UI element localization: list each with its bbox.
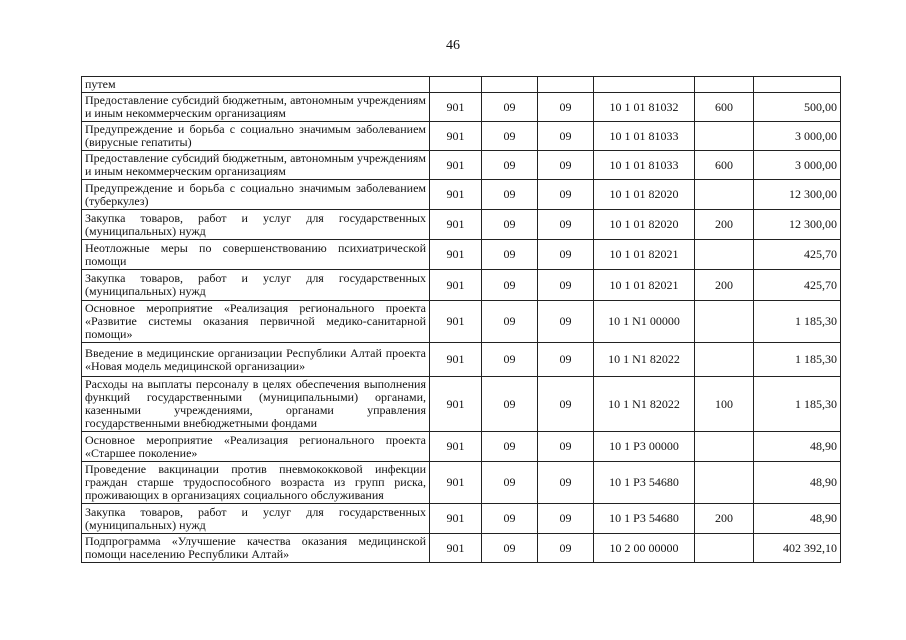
row-name-cell: Подпрограмма «Улучшение качества оказания медицинской помощи населению Республики Алтай» bbox=[82, 534, 430, 563]
sum-cell bbox=[754, 77, 841, 93]
table-row bbox=[82, 462, 841, 504]
section-code-cell: 09 bbox=[482, 180, 538, 210]
section-code-cell: 09 bbox=[482, 377, 538, 432]
row-name-cell: Неотложные меры по совершенствованию психиатрической помощи bbox=[82, 240, 430, 270]
table-row bbox=[82, 122, 841, 151]
section-code-cell bbox=[482, 77, 538, 93]
row-name-cell: Основное мероприятие «Реализация регионального проекта «Развитие системы оказания первичной медико-санитарной помощи» bbox=[82, 301, 430, 343]
ministry-code-cell: 901 bbox=[430, 270, 482, 301]
table-row bbox=[82, 180, 841, 210]
row-name-cell: Закупка товаров, работ и услуг для государственных (муниципальных) нужд bbox=[82, 270, 430, 301]
section-code-cell: 09 bbox=[482, 462, 538, 504]
ministry-code-cell: 901 bbox=[430, 301, 482, 343]
target-article-cell: 10 2 00 00000 bbox=[594, 534, 695, 563]
target-article-cell: 10 1 N1 82022 bbox=[594, 377, 695, 432]
sum-cell: 48,90 bbox=[754, 432, 841, 462]
ministry-code-cell: 901 bbox=[430, 504, 482, 534]
table-row bbox=[82, 504, 841, 534]
section-code-cell: 09 bbox=[482, 240, 538, 270]
target-article-cell: 10 1 01 82021 bbox=[594, 270, 695, 301]
budget-table bbox=[81, 76, 841, 563]
sum-cell: 1 185,30 bbox=[754, 377, 841, 432]
ministry-code-cell: 901 bbox=[430, 343, 482, 377]
expense-type-cell: 200 bbox=[695, 504, 754, 534]
table-row bbox=[82, 377, 841, 432]
row-name-cell: Расходы на выплаты персоналу в целях обеспечения выполнения функций государственными (муниципальными) органами, казенными учреждениями, органами управления государственными внебюджетными фондами bbox=[82, 377, 430, 432]
table-row bbox=[82, 432, 841, 462]
ministry-code-cell: 901 bbox=[430, 534, 482, 563]
subsection-code-cell: 09 bbox=[538, 270, 594, 301]
ministry-code-cell: 901 bbox=[430, 432, 482, 462]
table-body bbox=[82, 77, 841, 563]
target-article-cell: 10 1 P3 54680 bbox=[594, 504, 695, 534]
subsection-code-cell: 09 bbox=[538, 210, 594, 240]
section-code-cell: 09 bbox=[482, 210, 538, 240]
row-name-cell: Закупка товаров, работ и услуг для государственных (муниципальных) нужд bbox=[82, 504, 430, 534]
subsection-code-cell: 09 bbox=[538, 343, 594, 377]
ministry-code-cell: 901 bbox=[430, 240, 482, 270]
section-code-cell: 09 bbox=[482, 504, 538, 534]
target-article-cell: 10 1 N1 00000 bbox=[594, 301, 695, 343]
table-row bbox=[82, 534, 841, 563]
sum-cell: 12 300,00 bbox=[754, 210, 841, 240]
sum-cell: 3 000,00 bbox=[754, 122, 841, 151]
subsection-code-cell: 09 bbox=[538, 377, 594, 432]
row-name-cell: путем bbox=[82, 77, 430, 93]
subsection-code-cell bbox=[538, 77, 594, 93]
subsection-code-cell: 09 bbox=[538, 151, 594, 180]
row-name-cell: Предупреждение и борьба с социально значимым заболеванием (вирусные гепатиты) bbox=[82, 122, 430, 151]
expense-type-cell bbox=[695, 77, 754, 93]
target-article-cell: 10 1 01 81033 bbox=[594, 151, 695, 180]
target-article-cell bbox=[594, 77, 695, 93]
sum-cell: 3 000,00 bbox=[754, 151, 841, 180]
expense-type-cell: 200 bbox=[695, 210, 754, 240]
subsection-code-cell: 09 bbox=[538, 432, 594, 462]
expense-type-cell bbox=[695, 122, 754, 151]
ministry-code-cell: 901 bbox=[430, 93, 482, 122]
ministry-code-cell: 901 bbox=[430, 210, 482, 240]
expense-type-cell: 600 bbox=[695, 93, 754, 122]
target-article-cell: 10 1 01 81032 bbox=[594, 93, 695, 122]
expense-type-cell: 600 bbox=[695, 151, 754, 180]
page-number: 46 bbox=[446, 38, 460, 53]
expense-type-cell: 200 bbox=[695, 270, 754, 301]
sum-cell: 1 185,30 bbox=[754, 301, 841, 343]
subsection-code-cell: 09 bbox=[538, 462, 594, 504]
section-code-cell: 09 bbox=[482, 122, 538, 151]
sum-cell: 402 392,10 bbox=[754, 534, 841, 563]
subsection-code-cell: 09 bbox=[538, 240, 594, 270]
target-article-cell: 10 1 01 82021 bbox=[594, 240, 695, 270]
expense-type-cell bbox=[695, 462, 754, 504]
sum-cell: 48,90 bbox=[754, 462, 841, 504]
table-row bbox=[82, 270, 841, 301]
ministry-code-cell bbox=[430, 77, 482, 93]
section-code-cell: 09 bbox=[482, 534, 538, 563]
section-code-cell: 09 bbox=[482, 151, 538, 180]
table-row bbox=[82, 93, 841, 122]
row-name-cell: Предоставление субсидий бюджетным, автономным учреждениям и иным некоммерческим организациям bbox=[82, 151, 430, 180]
target-article-cell: 10 1 P3 00000 bbox=[594, 432, 695, 462]
sum-cell: 1 185,30 bbox=[754, 343, 841, 377]
ministry-code-cell: 901 bbox=[430, 377, 482, 432]
row-name-cell: Основное мероприятие «Реализация регионального проекта «Старшее поколение» bbox=[82, 432, 430, 462]
subsection-code-cell: 09 bbox=[538, 534, 594, 563]
subsection-code-cell: 09 bbox=[538, 93, 594, 122]
expense-type-cell bbox=[695, 432, 754, 462]
expense-type-cell bbox=[695, 240, 754, 270]
ministry-code-cell: 901 bbox=[430, 122, 482, 151]
section-code-cell: 09 bbox=[482, 343, 538, 377]
sum-cell: 425,70 bbox=[754, 270, 841, 301]
target-article-cell: 10 1 01 82020 bbox=[594, 180, 695, 210]
section-code-cell: 09 bbox=[482, 270, 538, 301]
expense-type-cell bbox=[695, 180, 754, 210]
sum-cell: 500,00 bbox=[754, 93, 841, 122]
table-row bbox=[82, 151, 841, 180]
row-name-cell: Предупреждение и борьба с социально значимым заболеванием (туберкулез) bbox=[82, 180, 430, 210]
sum-cell: 425,70 bbox=[754, 240, 841, 270]
table-row bbox=[82, 77, 841, 93]
row-name-cell: Закупка товаров, работ и услуг для государственных (муниципальных) нужд bbox=[82, 210, 430, 240]
subsection-code-cell: 09 bbox=[538, 301, 594, 343]
section-code-cell: 09 bbox=[482, 432, 538, 462]
ministry-code-cell: 901 bbox=[430, 151, 482, 180]
expense-type-cell: 100 bbox=[695, 377, 754, 432]
target-article-cell: 10 1 P3 54680 bbox=[594, 462, 695, 504]
expense-type-cell bbox=[695, 534, 754, 563]
row-name-cell: Проведение вакцинации против пневмококковой инфекции граждан старше трудоспособного возраста из групп риска, проживающих в организациях социального обслуживания bbox=[82, 462, 430, 504]
row-name-cell: Предоставление субсидий бюджетным, автономным учреждениям и иным некоммерческим организациям bbox=[82, 93, 430, 122]
expense-type-cell bbox=[695, 301, 754, 343]
sum-cell: 48,90 bbox=[754, 504, 841, 534]
target-article-cell: 10 1 01 82020 bbox=[594, 210, 695, 240]
table-row bbox=[82, 343, 841, 377]
section-code-cell: 09 bbox=[482, 301, 538, 343]
target-article-cell: 10 1 01 81033 bbox=[594, 122, 695, 151]
table-row bbox=[82, 210, 841, 240]
ministry-code-cell: 901 bbox=[430, 180, 482, 210]
subsection-code-cell: 09 bbox=[538, 504, 594, 534]
table-row bbox=[82, 240, 841, 270]
table-row bbox=[82, 301, 841, 343]
row-name-cell: Введение в медицинские организации Республики Алтай проекта «Новая модель медицинской организации» bbox=[82, 343, 430, 377]
expense-type-cell bbox=[695, 343, 754, 377]
target-article-cell: 10 1 N1 82022 bbox=[594, 343, 695, 377]
subsection-code-cell: 09 bbox=[538, 180, 594, 210]
ministry-code-cell: 901 bbox=[430, 462, 482, 504]
subsection-code-cell: 09 bbox=[538, 122, 594, 151]
sum-cell: 12 300,00 bbox=[754, 180, 841, 210]
section-code-cell: 09 bbox=[482, 93, 538, 122]
